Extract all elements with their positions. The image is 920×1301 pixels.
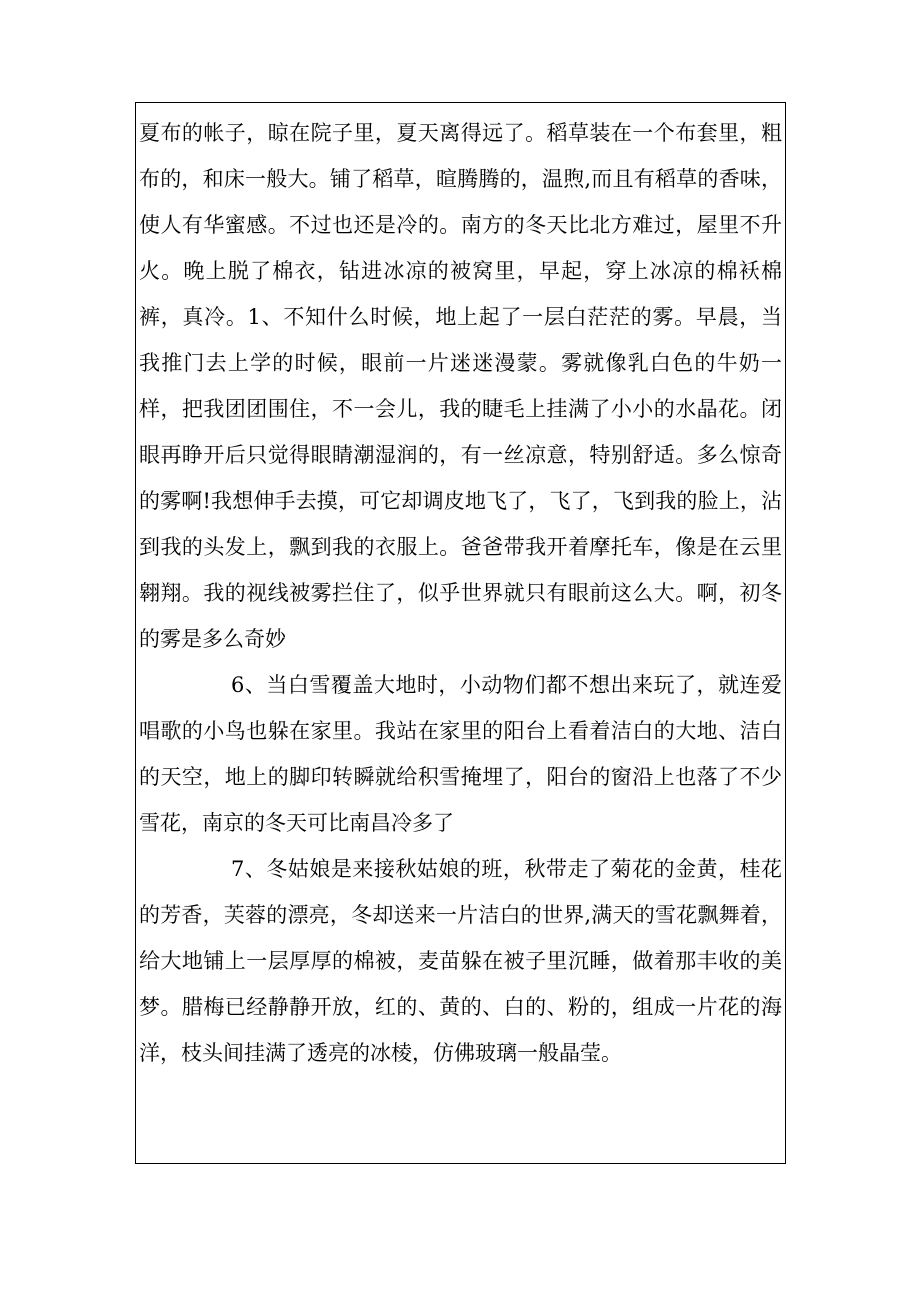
text-body	[139, 110, 782, 1076]
paragraph-snow: 6、当白雪覆盖大地时，小动物们都不想出来玩了，就连爱唱歌的小鸟也躲在家里。我站在家里的阳台上看着洁白的大地、洁白的天空，地上的脚印转瞬就给积雪掩埋了，阳台的窗沿上也落了不少雪花，南京的冬天可比南昌冷多了	[139, 673, 782, 835]
text-box-frame	[135, 102, 786, 1164]
paragraph-winter-night: 夏布的帐子，晾在院子里，夏天离得远了。稻草装在一个布套里，粗布的，和床一般大。铺了稻草，暄腾腾的，温煦,而且有稻草的香味，使人有华蜜感。不过也还是冷的。南方的冬天比北方难过，屋里不升火。晚上脱了棉衣，钻进冰凉的被窝里，早起，穿上冰凉的棉袄棉裤，真冷。1、不知什么时候，地上起了一层白茫茫的雾。早晨，当我推门去上学的时候，眼前一片迷迷漫蒙。雾就像乳白色的牛奶一样，把我团团围住，不一会儿，我的睫毛上挂满了小小的水晶花。闭眼再睁开后只觉得眼睛潮湿润的，有一丝凉意，特别舒适。多么惊奇的雾啊!我想伸手去摸，可它却调皮地飞了，飞了，飞到我的脸上，沾到我的头发上，飘到我的衣服上。爸爸带我开着摩托车，像是在云里翱翔。我的视线被雾拦住了，似乎世界就只有眼前这么大。啊，初冬的雾是多么奇妙	[139, 121, 782, 651]
paragraph-winter-girl: 7、冬姑娘是来接秋姑娘的班，秋带走了菊花的金黄，桂花的芳香，芙蓉的漂亮，冬却送来一片洁白的世界,满天的雪花飘舞着，给大地铺上一层厚厚的棉被，麦苗躲在被子里沉睡，做着那丰收的美梦。腊梅已经静静开放，红的、黄的、白的、粉的，组成一片花的海洋，枝头间挂满了透亮的冰棱，仿佛玻璃一般晶莹。	[139, 857, 782, 1065]
